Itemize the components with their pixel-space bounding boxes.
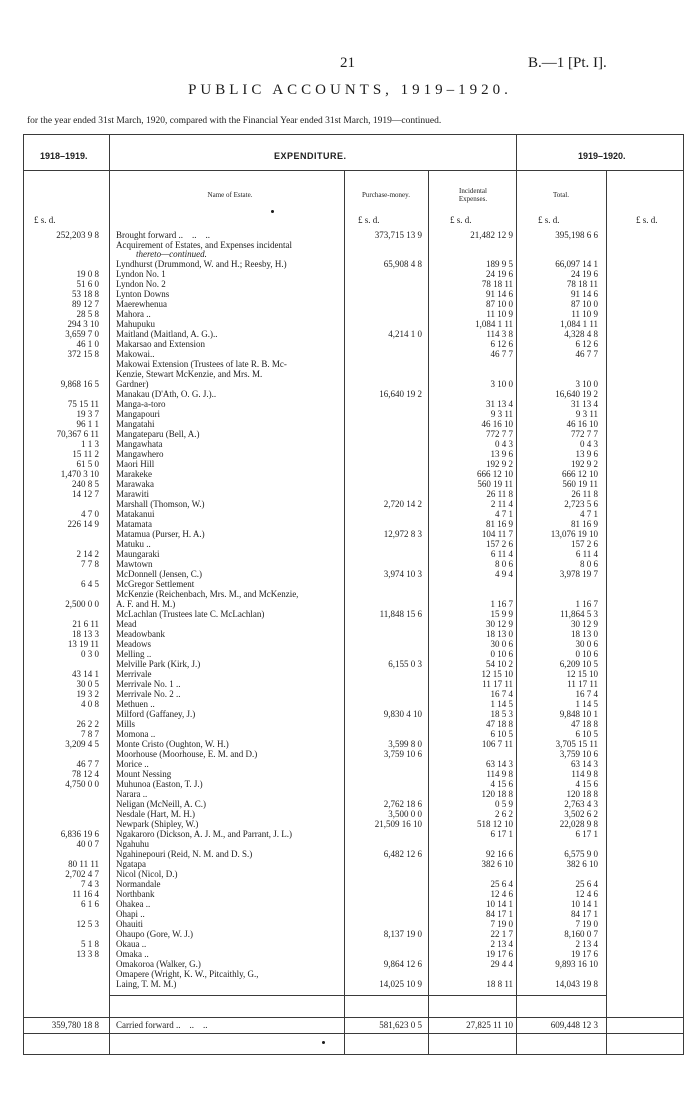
estate-name: Omakoroa (Walker, G.) — [116, 959, 201, 969]
total-amount: 16,640 19 2 — [555, 389, 598, 399]
estate-name: Makowai Extension (Trustees of late R. B. Mc- — [116, 359, 287, 369]
incidental-expenses: 12 15 10 — [481, 669, 513, 679]
estate-name: Moorhouse (Moorhouse, E. M. and D.) — [116, 749, 258, 759]
incidental-expenses: 4 9 4 — [495, 569, 513, 579]
page-number: 21 — [340, 55, 355, 71]
amount-1918: 96 1 1 — [76, 419, 99, 429]
total-amount: 2,723 5 6 — [564, 499, 598, 509]
estate-name: Mawtown — [116, 559, 153, 569]
total-amount: 18 13 0 — [571, 629, 598, 639]
purchase-money: 3,500 0 0 — [388, 809, 422, 819]
amount-1918: 51 6 0 — [76, 279, 99, 289]
purchase-money: 2,762 18 6 — [383, 799, 422, 809]
incidental-expenses: 4 7 1 — [495, 509, 513, 519]
total-amount: 1 14 5 — [575, 699, 598, 709]
document-reference: B.—1 [Pt. I]. — [528, 55, 607, 71]
estate-name: Mangatahi — [116, 419, 155, 429]
incidental-expenses: 189 9 5 — [486, 259, 513, 269]
incidental-expenses: 46 7 7 — [490, 349, 513, 359]
total-amount: 22,028 9 8 — [559, 819, 598, 829]
purchase-money: 6,482 12 6 — [383, 849, 422, 859]
purchase-money: 12,972 8 3 — [383, 529, 422, 539]
amount-1918: 4 0 8 — [81, 699, 99, 709]
amount-1918: 12 5 3 — [76, 919, 99, 929]
total-amount: 4,328 4 8 — [564, 329, 598, 339]
incidental-expenses: 104 11 7 — [481, 529, 513, 539]
estate-name: Merrivale No. 1 .. — [116, 679, 181, 689]
total-amount: 9,848 10 1 — [559, 709, 598, 719]
total-amount: 26 11 8 — [571, 489, 598, 499]
estate-name: Makarsao and Extension — [116, 339, 205, 349]
amount-1918: 359,780 18 8 — [51, 1020, 99, 1030]
amount-1918: 2 14 2 — [76, 549, 99, 559]
estate-name: Lynton Downs — [116, 289, 170, 299]
estate-name: thereto—continued. — [136, 249, 207, 259]
total-amount: 12 15 10 — [566, 669, 598, 679]
estate-name: Melling .. — [116, 649, 152, 659]
incidental-expenses: 3 10 0 — [490, 379, 513, 389]
estate-name: Mahupuku — [116, 319, 155, 329]
amount-1918: 4 7 0 — [81, 509, 99, 519]
incidental-expenses: 114 3 8 — [486, 329, 513, 339]
total-amount: 24 19 6 — [571, 269, 598, 279]
total-amount: 19 17 6 — [571, 949, 598, 959]
purchase-money: 2,720 14 2 — [383, 499, 422, 509]
incidental-expenses: 47 18 8 — [486, 719, 513, 729]
incidental-expenses: 24 19 6 — [486, 269, 513, 279]
unit-header: £ s. d. — [358, 215, 380, 225]
incidental-expenses: 6 17 1 — [490, 829, 513, 839]
incidental-expenses: 1 14 5 — [490, 699, 513, 709]
incidental-expenses: 9 3 11 — [490, 409, 513, 419]
estate-name: Mills — [116, 719, 136, 729]
total-amount: 0 10 6 — [575, 649, 598, 659]
total-amount: 9,893 16 10 — [555, 959, 598, 969]
incidental-expenses: 8 0 6 — [495, 559, 513, 569]
purchase-money: 4,214 1 0 — [388, 329, 422, 339]
purchase-money: 16,640 19 2 — [379, 389, 422, 399]
total-amount: 7 19 0 — [575, 919, 598, 929]
incidental-expenses: 6 12 6 — [490, 339, 513, 349]
estate-name: Lyndon No. 2 — [116, 279, 166, 289]
incidental-expenses: 1 16 7 — [490, 599, 513, 609]
incidental-expenses: 30 0 6 — [490, 639, 513, 649]
total-amount: 78 18 11 — [566, 279, 598, 289]
estate-name: Makowai.. — [116, 349, 155, 359]
estate-name: Melville Park (Kirk, J.) — [116, 659, 201, 669]
estate-name: Matakanui — [116, 509, 155, 519]
incidental-expenses: 1,084 1 11 — [475, 319, 513, 329]
total-amount: 63 14 3 — [571, 759, 598, 769]
amount-1918: 7 8 7 — [81, 729, 99, 739]
estate-name: Brought forward .. .. .. — [116, 230, 210, 240]
incidental-expenses: 25 6 4 — [490, 879, 513, 889]
incidental-expenses: 114 9 8 — [486, 769, 513, 779]
total-amount: 91 14 6 — [571, 289, 598, 299]
estate-name: Ohapi .. — [116, 909, 145, 919]
estate-name: Ngahuhu — [116, 839, 149, 849]
total-amount: 4 15 6 — [575, 779, 598, 789]
purchase-money: 3,759 10 6 — [383, 749, 422, 759]
incidental-expenses: 2 6 2 — [495, 809, 513, 819]
estate-name: Manga-a-toro — [116, 399, 166, 409]
incidental-expenses: 92 16 6 — [486, 849, 513, 859]
amount-1918: 89 12 7 — [72, 299, 99, 309]
total-amount: 31 13 4 — [571, 399, 598, 409]
total-amount: 16 7 4 — [575, 689, 598, 699]
amount-1918: 15 11 2 — [72, 449, 99, 459]
estate-name: Marakeke — [116, 469, 152, 479]
estate-name: Lyndhurst (Drummond, W. and H.; Reesby, H.) — [116, 259, 287, 269]
amount-1918: 21 6 11 — [72, 619, 99, 629]
total-amount: 84 17 1 — [571, 909, 598, 919]
total-amount: 3 10 0 — [575, 379, 598, 389]
unit-header: £ s. d. — [538, 215, 560, 225]
incidental-expenses: 518 12 10 — [477, 819, 513, 829]
estate-name: Gardner) — [116, 379, 149, 389]
incidental-expenses: 18 13 0 — [486, 629, 513, 639]
purchase-money: 581,623 0 5 — [379, 1020, 422, 1030]
estate-name: Mangawhata — [116, 439, 163, 449]
incidental-expenses: 666 12 10 — [477, 469, 513, 479]
incidental-expenses: 106 7 11 — [481, 739, 513, 749]
estate-name: Merrivale — [116, 669, 152, 679]
estate-name: Meadowbank — [116, 629, 165, 639]
purchase-money: 21,509 16 10 — [374, 819, 422, 829]
estate-name: Carried forward .. .. .. — [116, 1020, 208, 1030]
amount-1918: 40 0 7 — [76, 839, 99, 849]
estate-name: Marawiti — [116, 489, 149, 499]
total-amount: 120 18 8 — [566, 789, 598, 799]
name-column-header: Name of Estate. — [207, 191, 253, 199]
estate-name: Nicol (Nicol, D.) — [116, 869, 178, 879]
amount-1918: 240 8 5 — [72, 479, 99, 489]
estate-name: Normandale — [116, 879, 161, 889]
total-amount: 11,864 5 3 — [560, 609, 598, 619]
estate-name: Marawaka — [116, 479, 154, 489]
total-amount: 114 9 8 — [571, 769, 598, 779]
amount-1918: 46 7 7 — [76, 759, 99, 769]
estate-name: Ohauiti — [116, 919, 143, 929]
incidental-expenses: 4 15 6 — [490, 779, 513, 789]
year-1918-header: 1918–1919. — [40, 151, 88, 161]
estate-name: Laing, T. M. M.) — [116, 979, 177, 989]
page-subtitle: for the year ended 31st March, 1920, compared with the Financial Year ended 31st March, 1919—continued. — [27, 116, 442, 126]
estate-name: Manakau (D'Ath, O. G. J.).. — [116, 389, 217, 399]
total-amount: 3,978 19 7 — [559, 569, 598, 579]
incidental-expenses: 15 9 9 — [490, 609, 513, 619]
estate-name: Mangawhero — [116, 449, 164, 459]
total-amount: 395,198 6 6 — [555, 230, 598, 240]
estate-name: McKenzie (Reichenbach, Mrs. M., and McKenzie, — [116, 589, 299, 599]
total-amount: 2,763 4 3 — [564, 799, 598, 809]
total-amount: 10 14 1 — [571, 899, 598, 909]
estate-name: Okaua .. — [116, 939, 147, 949]
total-amount: 560 19 11 — [562, 479, 598, 489]
incidental-expenses: 19 17 6 — [486, 949, 513, 959]
estate-name: Northbank — [116, 889, 155, 899]
total-amount: 6 10 5 — [575, 729, 598, 739]
total-amount: 3,705 15 11 — [555, 739, 598, 749]
estate-name: McLachlan (Trustees late C. McLachlan) — [116, 609, 265, 619]
total-column-header: Total. — [552, 191, 570, 199]
estate-name: Mount Nessing — [116, 769, 172, 779]
estate-name: Mangapouri — [116, 409, 160, 419]
purchase-money: 9,830 4 10 — [383, 709, 422, 719]
total-amount: 666 12 10 — [562, 469, 598, 479]
total-amount: 46 16 10 — [566, 419, 598, 429]
amount-1918: 14 12 7 — [72, 489, 99, 499]
incidental-expenses: 12 4 6 — [490, 889, 513, 899]
purchase-column-header: Purchase-money. — [362, 191, 410, 199]
total-amount: 13,076 19 10 — [550, 529, 598, 539]
estate-name: Nesdale (Hart, M. H.) — [116, 809, 195, 819]
amount-1918: 70,367 6 11 — [56, 429, 99, 439]
estate-name: Milford (Gaffaney, J.) — [116, 709, 196, 719]
incidental-expenses: 2 11 4 — [490, 499, 513, 509]
amount-1918: 19 0 8 — [76, 269, 99, 279]
incidental-expenses: 29 4 4 — [490, 959, 513, 969]
amount-1918: 2,500 0 0 — [65, 599, 99, 609]
estate-name: Meadows — [116, 639, 151, 649]
purchase-money: 65,908 4 8 — [383, 259, 422, 269]
amount-1918: 6 1 6 — [81, 899, 99, 909]
unit-header: £ s. d. — [450, 215, 472, 225]
amount-1918: 9,868 16 5 — [60, 379, 99, 389]
total-amount: 8,160 0 7 — [564, 929, 598, 939]
estate-name: Marshall (Thomson, W.) — [116, 499, 205, 509]
total-amount: 30 0 6 — [575, 639, 598, 649]
amount-1918: 43 14 1 — [72, 669, 99, 679]
total-amount: 11 17 11 — [567, 679, 598, 689]
estate-name: Omaka .. — [116, 949, 149, 959]
purchase-money: 3,974 10 3 — [383, 569, 422, 579]
total-amount: 25 6 4 — [575, 879, 598, 889]
purchase-money: 14,025 10 9 — [379, 979, 422, 989]
amount-1918: 11 16 4 — [72, 889, 99, 899]
estate-name: McGregor Settlement — [116, 579, 195, 589]
incidental-expenses: 2 13 4 — [490, 939, 513, 949]
total-amount: 3,759 10 6 — [559, 749, 598, 759]
estate-name: A. F. and H. M.) — [116, 599, 176, 609]
estate-name: Ohakea .. — [116, 899, 151, 909]
total-amount: 0 4 3 — [580, 439, 598, 449]
estate-name: Acquirement of Estates, and Expenses incidental — [116, 240, 292, 250]
total-amount: 47 18 8 — [571, 719, 598, 729]
total-amount: 772 7 7 — [571, 429, 598, 439]
amount-1918: 0 3 0 — [81, 649, 99, 659]
amount-1918: 226 14 9 — [67, 519, 99, 529]
incidental-expenses: 46 16 10 — [481, 419, 513, 429]
incidental-expenses: 192 9 2 — [486, 459, 513, 469]
unit-header: £ s. d. — [34, 215, 56, 225]
amount-1918: 6,836 19 6 — [60, 829, 99, 839]
total-amount: 13 9 6 — [575, 449, 598, 459]
incidental-expenses: 54 10 2 — [486, 659, 513, 669]
purchase-money: 9,864 12 6 — [383, 959, 422, 969]
amount-1918: 1 1 3 — [81, 439, 99, 449]
incidental-column-header: Incidental Expenses. — [458, 187, 488, 203]
amount-1918: 53 18 8 — [72, 289, 99, 299]
incidental-expenses: 11 17 11 — [482, 679, 513, 689]
total-amount: 6 11 4 — [575, 549, 598, 559]
total-amount: 30 12 9 — [571, 619, 598, 629]
incidental-expenses: 10 14 1 — [486, 899, 513, 909]
expenditure-header: EXPENDITURE. — [274, 151, 347, 161]
incidental-expenses: 30 12 9 — [486, 619, 513, 629]
estate-name: Maerewhenua — [116, 299, 167, 309]
incidental-expenses: 0 10 6 — [490, 649, 513, 659]
page-title: PUBLIC ACCOUNTS, 1919–1920. — [188, 82, 512, 98]
amount-1918: 7 4 3 — [81, 879, 99, 889]
incidental-expenses: 21,482 12 9 — [470, 230, 513, 240]
estate-name: Narara .. — [116, 789, 148, 799]
estate-name: Methuen .. — [116, 699, 155, 709]
incidental-expenses: 22 1 7 — [490, 929, 513, 939]
amount-1918: 30 0 5 — [76, 679, 99, 689]
total-amount: 6,575 9 0 — [564, 849, 598, 859]
estate-name: Newpark (Shipley, W.) — [116, 819, 199, 829]
total-amount: 609,448 12 3 — [550, 1020, 598, 1030]
estate-name: Ngakaroro (Dickson, A. J. M., and Parrant, J. L.) — [116, 829, 292, 839]
estate-name: Muhunoa (Easton, T. J.) — [116, 779, 203, 789]
amount-1918: 2,702 4 7 — [65, 869, 99, 879]
incidental-expenses: 18 5 3 — [490, 709, 513, 719]
total-amount: 9 3 11 — [575, 409, 598, 419]
total-amount: 66,097 14 1 — [555, 259, 598, 269]
amount-1918: 4,750 0 0 — [65, 779, 99, 789]
incidental-expenses: 6 10 5 — [490, 729, 513, 739]
estate-name: Ngatapa — [116, 859, 146, 869]
incidental-expenses: 81 16 9 — [486, 519, 513, 529]
incidental-expenses: 26 11 8 — [486, 489, 513, 499]
estate-name: Mangateparu (Bell, A.) — [116, 429, 200, 439]
estate-name: Lyndon No. 1 — [116, 269, 166, 279]
estate-name: Matuku .. — [116, 539, 151, 549]
estate-name: McDonnell (Jensen, C.) — [116, 569, 202, 579]
purchase-money: 11,848 15 6 — [379, 609, 422, 619]
unit-header: £ s. d. — [636, 215, 658, 225]
estate-name: Ngahinepouri (Reid, N. M. and D. S.) — [116, 849, 253, 859]
total-amount: 192 9 2 — [571, 459, 598, 469]
amount-1918: 13 19 11 — [67, 639, 99, 649]
total-amount: 12 4 6 — [575, 889, 598, 899]
incidental-expenses: 7 19 0 — [490, 919, 513, 929]
incidental-expenses: 63 14 3 — [486, 759, 513, 769]
amount-1918: 13 3 8 — [76, 949, 99, 959]
total-amount: 157 2 6 — [571, 539, 598, 549]
estate-name: Neligan (McNeill, A. C.) — [116, 799, 206, 809]
amount-1918: 1,470 3 10 — [60, 469, 99, 479]
incidental-expenses: 31 13 4 — [486, 399, 513, 409]
estate-name: Merrivale No. 2 .. — [116, 689, 181, 699]
total-amount: 81 16 9 — [571, 519, 598, 529]
estate-name: Mead — [116, 619, 137, 629]
purchase-money: 8,137 19 0 — [383, 929, 422, 939]
purchase-money: 3,599 8 0 — [388, 739, 422, 749]
incidental-expenses: 382 6 10 — [481, 859, 513, 869]
total-amount: 382 6 10 — [566, 859, 598, 869]
total-amount: 6 17 1 — [575, 829, 598, 839]
amount-1918: 252,203 9 8 — [56, 230, 99, 240]
total-amount: 87 10 0 — [571, 299, 598, 309]
estate-name: Kenzie, Stewart McKenzie, and Mrs. M. — [116, 369, 263, 379]
estate-name: Omapere (Wright, K. W., Pitcaithly, G., — [116, 969, 259, 979]
incidental-expenses: 16 7 4 — [490, 689, 513, 699]
amount-1918: 294 3 10 — [67, 319, 99, 329]
amount-1918: 28 5 8 — [76, 309, 99, 319]
estate-name: Ohaupo (Gore, W. J.) — [116, 929, 193, 939]
estate-name: Morice .. — [116, 759, 149, 769]
amount-1918: 46 1 0 — [76, 339, 99, 349]
amount-1918: 18 13 3 — [72, 629, 99, 639]
total-amount: 46 7 7 — [575, 349, 598, 359]
amount-1918: 19 3 2 — [76, 689, 99, 699]
incidental-expenses: 560 19 11 — [477, 479, 513, 489]
estate-name: Matamua (Purser, H. A.) — [116, 529, 205, 539]
amount-1918: 3,209 4 5 — [65, 739, 99, 749]
incidental-expenses: 84 17 1 — [486, 909, 513, 919]
estate-name: Mahora .. — [116, 309, 151, 319]
estate-name: Maitland (Maitland, A. G.).. — [116, 329, 218, 339]
total-amount: 1,084 1 11 — [560, 319, 598, 329]
year-1919-header: 1919–1920. — [578, 151, 626, 161]
incidental-expenses: 772 7 7 — [486, 429, 513, 439]
amount-1918: 3,659 7 0 — [65, 329, 99, 339]
total-amount: 1 16 7 — [575, 599, 598, 609]
total-amount: 4 7 1 — [580, 509, 598, 519]
incidental-expenses: 120 18 8 — [481, 789, 513, 799]
amount-1918: 26 2 2 — [76, 719, 99, 729]
incidental-expenses: 0 4 3 — [495, 439, 513, 449]
estate-name: Maungaraki — [116, 549, 160, 559]
total-amount: 8 0 6 — [580, 559, 598, 569]
incidental-expenses: 18 8 11 — [486, 979, 513, 989]
incidental-expenses: 11 10 9 — [486, 309, 513, 319]
amount-1918: 6 4 5 — [81, 579, 99, 589]
incidental-expenses: 78 18 11 — [481, 279, 513, 289]
purchase-money: 373,715 13 9 — [374, 230, 422, 240]
total-amount: 2 13 4 — [575, 939, 598, 949]
amount-1918: 7 7 8 — [81, 559, 99, 569]
estate-name: Matamata — [116, 519, 152, 529]
amount-1918: 75 15 11 — [67, 399, 99, 409]
amount-1918: 19 3 7 — [76, 409, 99, 419]
incidental-expenses: 91 14 6 — [486, 289, 513, 299]
estate-name: Monte Cristo (Oughton, W. H.) — [116, 739, 229, 749]
incidental-expenses: 27,825 11 10 — [466, 1020, 513, 1030]
incidental-expenses: 13 9 6 — [490, 449, 513, 459]
incidental-expenses: 0 5 9 — [495, 799, 513, 809]
estate-name: Maori Hill — [116, 459, 155, 469]
amount-1918: 61 5 0 — [76, 459, 99, 469]
total-amount: 14,043 19 8 — [555, 979, 598, 989]
incidental-expenses: 6 11 4 — [490, 549, 513, 559]
incidental-expenses: 157 2 6 — [486, 539, 513, 549]
amount-1918: 5 1 8 — [81, 939, 99, 949]
amount-1918: 80 11 11 — [68, 859, 99, 869]
amount-1918: 372 15 8 — [67, 349, 99, 359]
purchase-money: 6,155 0 3 — [388, 659, 422, 669]
total-amount: 3,502 6 2 — [564, 809, 598, 819]
total-amount: 6 12 6 — [575, 339, 598, 349]
total-amount: 11 10 9 — [571, 309, 598, 319]
incidental-expenses: 87 10 0 — [486, 299, 513, 309]
amount-1918: 78 12 4 — [72, 769, 99, 779]
estate-name: Momona .. — [116, 729, 156, 739]
total-amount: 6,209 10 5 — [559, 659, 598, 669]
